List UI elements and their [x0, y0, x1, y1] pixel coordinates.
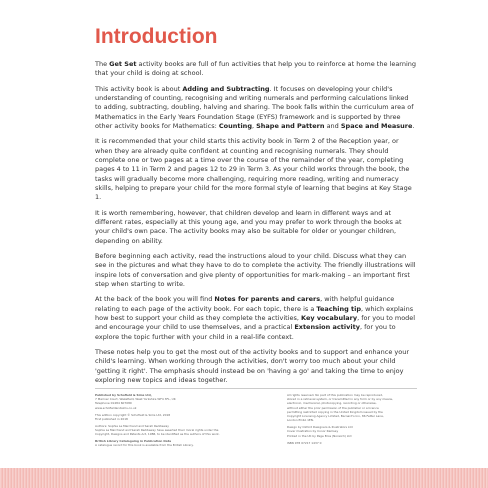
rights-line-7: London EC4A 1EN. — [287, 418, 314, 423]
copyright-footer — [95, 388, 417, 462]
moral-rights-line-1: Sophie Le Marchand and Sarah Reddaway have asserted their moral rights under the — [95, 428, 219, 433]
intro-paragraph-7: These notes help you to get the most out of the activity books and to support and enhance your child's learning. When working through the activities, don't worry too much about your child 'getting it right'. The emphasis should instead be on 'having a go' and taking the time to enjoy exploring new topics and ideas together. — [95, 348, 410, 385]
bold-term: Key vocabulary — [301, 314, 358, 323]
bold-term: Shape and Pattern — [256, 121, 325, 130]
cip-heading: British Library Cataloguing in Publication Data — [95, 439, 172, 444]
intro-paragraph-6: At the back of the book you will find Notes for parents and carers, with helpful guidance relating to each page of the activity book. For each topic, there is a Teaching tip, which explains how best to support your child as they complete the activities, Key vocabulary, for you to model and encourage your child to use themselves, and a practical Extension activity, for you to explore the topic further with your child in a real-life context. — [95, 295, 416, 341]
bold-term: Notes for parents and carers — [214, 295, 321, 304]
intro-paragraph-1: The Get Set activity books are full of fun activities that help you to reinforce at home the learning that your child is doing at school. — [95, 60, 417, 78]
edition-line: This edition copyright © Schofield & Sims Ltd, 2018 — [95, 412, 171, 417]
rights-line-6: Copyright Licensing Agency Limited, Barnard's Inn, 86 Fetter Lane, — [287, 414, 384, 419]
intro-paragraph-4: It is worth remembering, however, that children develop and learn in different ways and at different rates, especially at this young age, and you may prefer to work through the books at your child's own pace. The activity books may also be suitable for older or younger children, depending on ability. — [95, 208, 402, 245]
moral-rights-line-2: Copyright, Designs and Patents Act, 1988, to be identified as the authors of this work. — [95, 432, 220, 437]
intro-body — [95, 60, 417, 392]
rights-info — [287, 394, 417, 446]
cip-text: A catalogue record for this book is available from the British Library. — [95, 443, 194, 448]
bold-term: Counting — [218, 121, 252, 130]
publisher-info — [95, 394, 225, 449]
intro-paragraph-3: It is recommended that your child starts this activity book in Term 2 of the Reception year, or when they are already quite confident at counting and recognising numerals. They should complete one or two pages at a time over the course of the remainder of the year, completing pages 4 to 11 in Term 2 and pages 12 to 29 in Term 3. As your child works through the book, the tasks will gradually become more challenging, requiring more reading, writing and numeracy skills, helping to prepare your child for the more formal style of learning that begins at Key Stage 1. — [95, 137, 412, 202]
rights-line-1: All rights reserved. No part of this publication may be reproduced, — [287, 393, 383, 397]
rights-line-3: electronic, mechanical, photocopying, recording or otherwise, — [287, 401, 377, 406]
rights-line-2: stored in a retrieval system, or transmitted in any form or by any means, — [287, 397, 393, 402]
design-credit: Design by Oxford Designers & Illustrators Ltd — [287, 425, 353, 430]
bold-term: Extension activity — [294, 323, 360, 332]
decorative-stripe-band — [0, 468, 488, 488]
publisher-line: Published by Schofield & Sims Ltd, — [95, 393, 152, 397]
bold-term: Teaching tip — [316, 304, 361, 313]
authors-line: Authors: Sophie Le Marchand and Sarah Reddaway — [95, 423, 169, 428]
printer-credit: Printed in the UK by Page Bros (Norwich) Ltd — [287, 433, 352, 438]
isbn-line: ISBN 978 07217 1437 0 — [287, 440, 322, 445]
intro-paragraph-2: This activity book is about Adding and Subtracting. It focuses on developing your child's understanding of counting, recognising and writing numerals and performing calculations linked to adding, subtracting, doubling, halving and sharing. The book falls within the curriculum area of Mathematics in the Early Years Foundation Stage (EYFS) framework and is supported by three other activity books for Mathematics: Counting, Shape and Pattern and Space and Measure. — [95, 84, 415, 130]
page-title: Introduction — [95, 25, 218, 48]
address-line: 7 Mariner Court, Wakefield, West Yorkshire WF4 3FL, UK — [95, 397, 176, 402]
cover-credit: Cover illustration by Conor Ramsey — [287, 429, 339, 434]
phone-line: Telephone 01484 607080 — [95, 401, 132, 406]
bold-term: Get Set — [109, 60, 137, 68]
bold-term: Adding and Subtracting — [182, 84, 270, 93]
intro-paragraph-5: Before beginning each activity, read the instructions aloud to your child. Discuss what they can see in the pictures and what they have to do to complete the activity. The friendly illustrations will inspire lots of conversation and give plenty of opportunities for mark-making – an important first step when starting to write. — [95, 252, 416, 288]
rights-line-4: without either the prior permission of the publisher or a licence — [287, 405, 379, 410]
rights-line-5: permitting restricted copying in the United Kingdom issued by the — [287, 409, 383, 414]
bold-term: Space and Measure — [340, 121, 413, 130]
first-published-line: First published in 2018 — [95, 416, 128, 421]
website-line: www.schofieldandsims.co.uk — [95, 405, 137, 410]
